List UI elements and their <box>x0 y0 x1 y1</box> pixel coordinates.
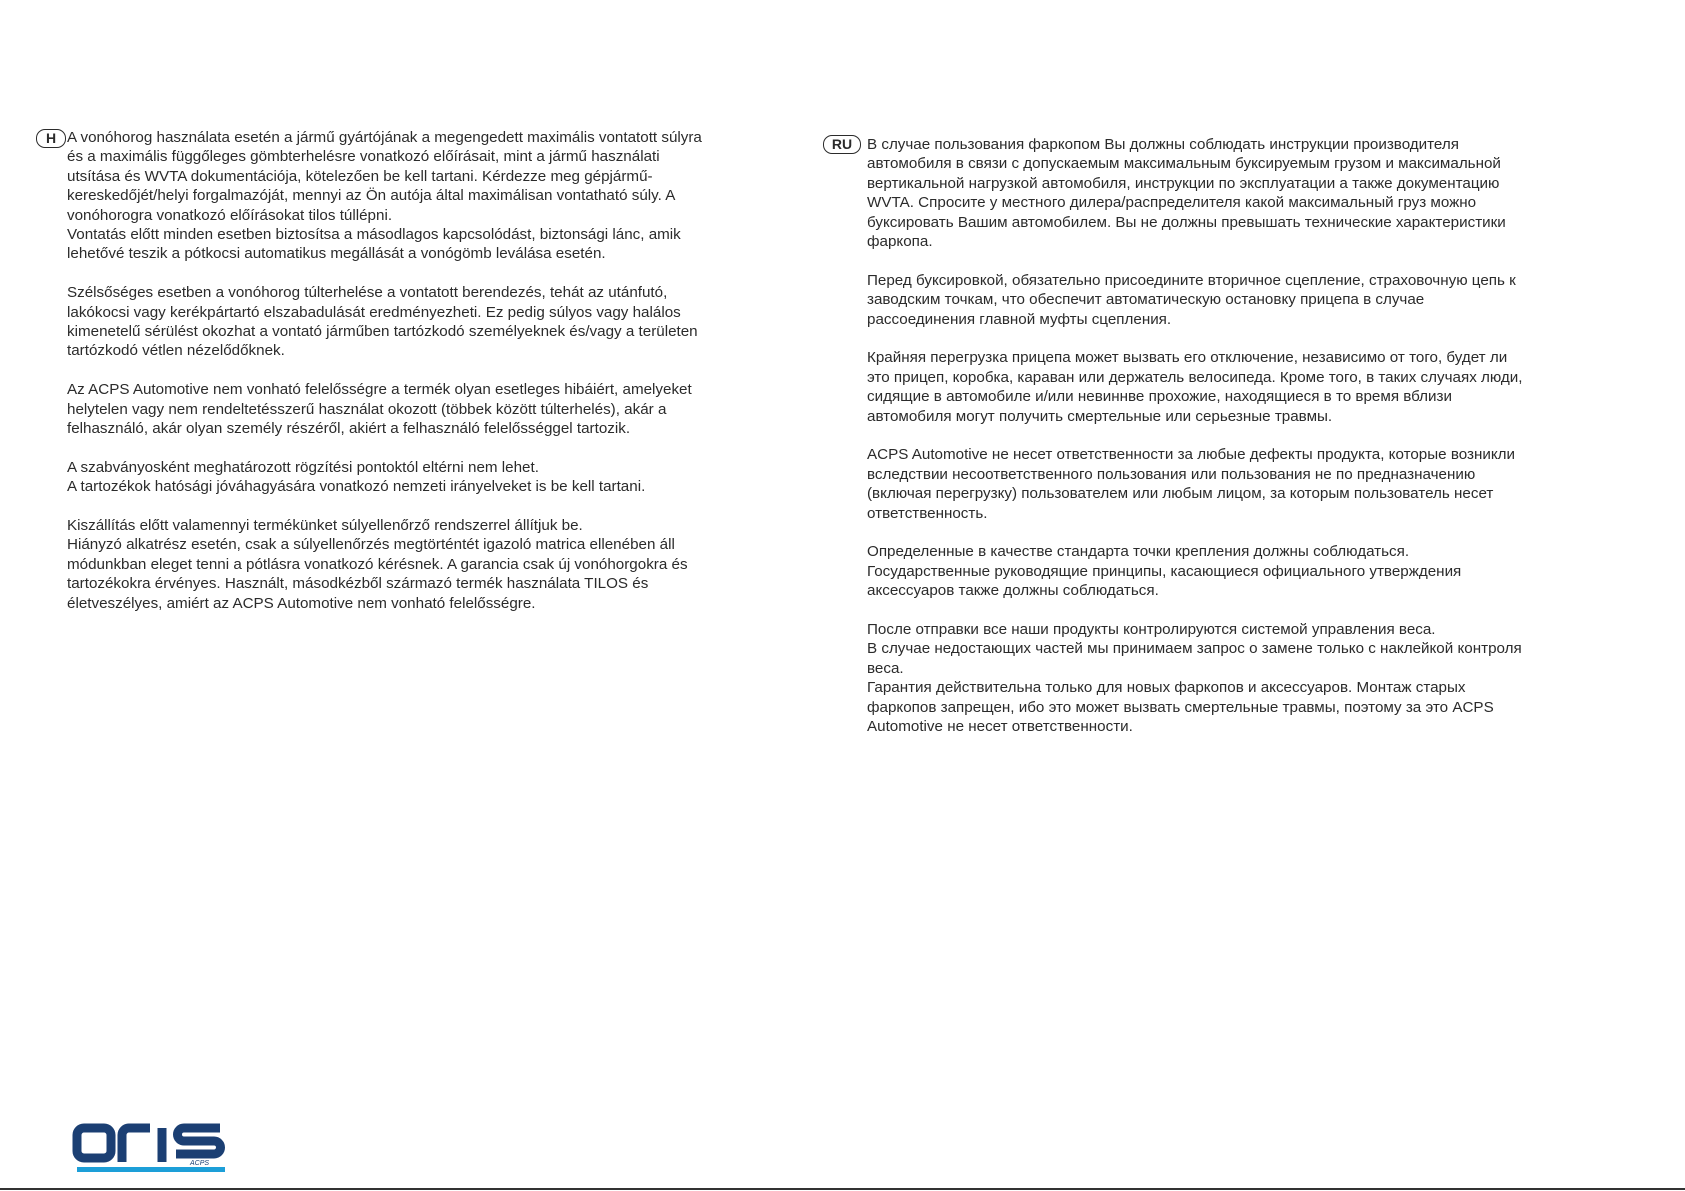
paragraph <box>867 135 1597 251</box>
column-russian <box>867 135 1597 756</box>
text-line: helytelen vagy nem rendeltetésszerű használat okozott (többek között túlterhelés), akár a <box>67 400 667 418</box>
text-line: веса. <box>867 659 904 677</box>
logo-accent-bar <box>77 1167 225 1172</box>
text-line: és a maximális függőleges gömbterhelésre vonatkozó előírásait, mint a jármű használati <box>67 148 660 166</box>
paragraph <box>67 458 803 497</box>
text-line: utsítása és WVTA dokumentációja, kötelezően be kell tartani. Kérdezze meg gépjármű- <box>67 167 653 185</box>
text-line: Hiányzó alkatrész esetén, csak a súlyellenőrzés megtörténtét igazoló matrica ellenében áll <box>67 536 675 554</box>
language-badge-ru: RU <box>823 135 861 154</box>
text-line: фаркопов запрещен, ибо это может вызвать смертельные травмы, поэтому за это ACPS <box>867 698 1494 716</box>
text-line: felhasználó, akár olyan személy részéről, akiért a felhasználó felelősséggel tartozik. <box>67 420 631 438</box>
text-line: Государственные руководящие принципы, касающиеся официального утверждения <box>867 562 1462 580</box>
paragraph <box>67 380 803 438</box>
text-line: вследствии несоответственного пользования или пользования не по предназначению <box>867 465 1476 483</box>
text-line: вертикальной нагрузкой автомобиля, инструкции по эксплуатации а также документацию <box>867 174 1500 192</box>
text-line: lakókocsi vagy kerékpártartó elszabadulását eredményezheti. Ez pedig súlyos vagy halálos <box>67 303 681 321</box>
text-line: автомобиля могут получить смертельные или серьезные травмы. <box>867 407 1333 425</box>
text-line: В случае недостающих частей мы принимаем запрос о замене только с наклейкой контроля <box>867 640 1522 658</box>
text-line: Automotive не несет ответственности. <box>867 718 1133 736</box>
text-line: ответственность. <box>867 504 988 522</box>
language-badge-hu: H <box>36 129 66 148</box>
column-hungarian <box>67 128 803 632</box>
paragraph <box>867 348 1597 426</box>
text-line: (включая перегрузку) пользователем или любым лицом, за которым пользователь несет <box>867 485 1494 503</box>
paragraph <box>67 128 803 264</box>
text-line: WVTA. Спросите у местного дилера/распределителя какой максимальный груз можно <box>867 194 1477 212</box>
text-line: После отправки все наши продукты контролируются системой управления веса. <box>867 621 1436 639</box>
paragraph <box>67 516 803 613</box>
paragraph <box>67 283 803 361</box>
text-line: Перед буксировкой, обязательно присоедините вторичное сцепление, страховочную цепь к <box>867 271 1516 289</box>
text-line: vonóhorogra vonatkozó előírásokat tilos túllépni. <box>67 206 393 224</box>
text-line: Szélsőséges esetben a vonóhorog túlterhelése a vontatott berendezés, tehát az utánfutó, <box>67 284 668 302</box>
text-line: lehetővé teszik a pótkocsi automatikus megállását a vonógömb leválása esetén. <box>67 245 606 263</box>
text-line: módunkban eleget tenni a pótlásra vonatkozó kérésnek. A garancia csak új vonóhorgokra és <box>67 555 688 573</box>
oris-logo <box>72 1120 228 1178</box>
text-line: kimenetelű sérülést okozhat a vontató járműben tartózkodó személyeknek és/vagy a területen <box>67 323 698 341</box>
text-line: tartózkodó vétlen nézelődőknek. <box>67 342 285 360</box>
text-line: Kiszállítás előtt valamennyi termékünket súlyellenőrző rendszerrel állítjuk be. <box>67 517 583 535</box>
text-line: kereskedőjét/helyi forgalmazóját, mennyi az Ön autója által maximálisan vontatható súly. A <box>67 187 676 205</box>
text-line: В случае пользования фаркопом Вы должны соблюдать инструкции производителя <box>867 136 1459 153</box>
bottom-rule <box>0 1188 1685 1190</box>
text-line: фаркопа. <box>867 233 933 251</box>
text-line: ACPS Automotive не несет ответственности за любые дефекты продукта, которые возникли <box>867 446 1515 464</box>
text-line: A vonóhorog használata esetén a jármű gyártójának a megengedett maximális vontatott súlyra <box>67 129 702 146</box>
paragraph <box>867 620 1597 736</box>
text-line: életveszélyes, amiért az ACPS Automotive nem vonható felelősségre. <box>67 594 536 612</box>
paragraph <box>867 445 1597 523</box>
text-line: сидящие в автомобиле и/или невиннве прохожие, находящиеся в то время вблизи <box>867 388 1452 406</box>
text-line: буксировать Вашим автомобилем. Вы не должны превышать технические характеристики <box>867 213 1506 231</box>
text-line: A szabványosként meghatározott rögzítési pontoktól eltérni nem lehet. <box>67 458 539 476</box>
logo-sub-text: ACPS <box>190 1160 210 1167</box>
text-line: Определенные в качестве стандарта точки крепления должны соблюдаться. <box>867 543 1410 561</box>
text-line: tartozékokra érvényes. Használt, másodkézből származó termék használata TILOS és <box>67 575 649 593</box>
text-line: аксессуаров также должны соблюдаться. <box>867 582 1159 600</box>
oris-wordmark <box>77 1128 221 1162</box>
paragraph <box>867 542 1597 600</box>
text-line: заводским точкам, что обеспечит автоматическую остановку прицепа в случае <box>867 291 1425 309</box>
paragraph <box>867 271 1597 329</box>
text-line: Vontatás előtt minden esetben biztosítsa a másodlagos kapcsolódást, biztonsági lánc, amik <box>67 226 681 244</box>
text-line: Крайняя перегрузка прицепа может вызвать его отключение, независимо от того, будет ли <box>867 349 1508 367</box>
text-line: это прицеп, коробка, караван или держатель велосипеда. Кроме того, в таких случаях люди, <box>867 368 1523 386</box>
text-line: рассоединения главной муфты сцепления. <box>867 310 1172 328</box>
text-line: Гарантия действительна только для новых фаркопов и аксессуаров. Монтаж старых <box>867 679 1466 697</box>
text-line: Az ACPS Automotive nem vonható felelősségre a termék olyan esetleges hibáiért, amelyeket <box>67 381 692 399</box>
text-line: A tartozékok hatósági jóváhagyására vonatkozó nemzeti irányelveket is be kell tartani. <box>67 478 646 496</box>
text-line: автомобиля в связи с допускаемым максимальным буксируемым грузом и максимальной <box>867 155 1501 173</box>
